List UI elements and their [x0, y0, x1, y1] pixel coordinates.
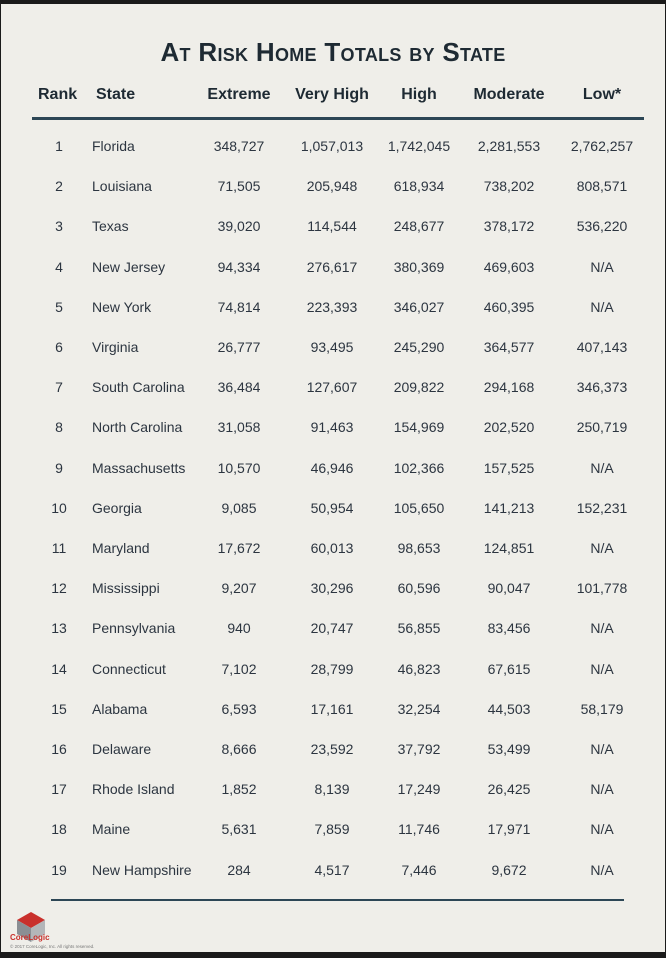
cell-moderate: 378,172 — [483, 218, 535, 235]
cell-rank: 8 — [55, 419, 63, 436]
cell-very-high: 20,747 — [310, 620, 354, 637]
table-row — [1, 218, 665, 238]
cell-rank: 16 — [51, 741, 67, 757]
footer-divider — [51, 899, 624, 901]
header-divider — [32, 117, 644, 120]
cell-moderate: 44,503 — [487, 700, 531, 717]
cell-extreme: 7,102 — [221, 660, 257, 677]
cell-very-high: 8,139 — [314, 781, 350, 798]
cell-low: N/A — [590, 741, 614, 757]
cell-low: 407,143 — [576, 339, 628, 355]
cell-state: Connecticut — [92, 660, 166, 677]
cell-low: N/A — [590, 459, 614, 476]
cell-extreme: 940 — [227, 620, 251, 637]
cell-extreme: 348,727 — [213, 138, 265, 154]
cell-state: Delaware — [92, 741, 152, 757]
cell-state: Mississippi — [92, 580, 160, 597]
cell-extreme: 71,505 — [217, 178, 261, 195]
cell-very-high: 30,296 — [310, 580, 354, 597]
cell-rank: 18 — [51, 821, 67, 838]
report-sheet — [1, 4, 665, 952]
cell-moderate: 9,672 — [491, 861, 527, 878]
cell-state: Virginia — [92, 339, 139, 355]
table-row — [1, 540, 665, 560]
table-row — [1, 580, 665, 600]
cell-extreme: 284 — [227, 861, 251, 878]
table-row — [1, 661, 665, 681]
cell-high: 46,823 — [397, 660, 441, 677]
cell-rank: 1 — [55, 138, 63, 154]
cell-very-high: 4,517 — [314, 861, 350, 878]
cell-moderate: 294,168 — [483, 379, 535, 396]
cell-extreme: 6,593 — [221, 700, 257, 717]
cell-high: 154,969 — [393, 419, 445, 436]
table-row — [1, 379, 665, 399]
logo-text: CoreLogic — [10, 933, 50, 942]
cell-state: Pennsylvania — [92, 620, 176, 637]
cell-rank: 11 — [51, 540, 67, 556]
header-rank: Rank — [38, 86, 78, 103]
table-row — [1, 500, 665, 520]
table-row — [1, 138, 665, 158]
cell-rank: 4 — [55, 258, 63, 275]
table-row — [1, 259, 665, 279]
cell-low: 536,220 — [576, 218, 628, 235]
cell-low: N/A — [590, 540, 614, 556]
cell-extreme: 9,207 — [221, 580, 257, 597]
copyright-text: © 2017 CoreLogic, Inc. All rights reserved. — [10, 944, 95, 949]
table-row — [1, 781, 665, 801]
table-row — [1, 299, 665, 319]
cell-low: N/A — [590, 258, 614, 275]
cell-moderate: 738,202 — [483, 178, 535, 195]
cell-moderate: 90,047 — [487, 580, 531, 597]
cell-high: 618,934 — [393, 178, 445, 195]
cell-rank: 17 — [51, 781, 67, 798]
cell-state: Maryland — [92, 540, 150, 556]
cell-extreme: 26,777 — [217, 339, 261, 355]
cell-high: 105,650 — [393, 499, 445, 516]
cell-very-high: 17,161 — [310, 700, 354, 717]
table-row — [1, 178, 665, 198]
cell-low: N/A — [590, 298, 614, 315]
cell-high: 245,290 — [393, 339, 445, 355]
cell-moderate: 53,499 — [487, 741, 531, 757]
header-low: Low* — [582, 86, 622, 103]
cell-very-high: 28,799 — [310, 660, 354, 677]
cell-rank: 5 — [55, 298, 63, 315]
cell-state: Georgia — [92, 499, 142, 516]
cell-extreme: 36,484 — [217, 379, 261, 396]
page-title: At Risk Home Totals by State — [160, 37, 506, 67]
cell-low: N/A — [590, 660, 614, 677]
cell-low: 808,571 — [576, 178, 628, 195]
cell-state: New Hampshire — [92, 861, 192, 878]
cell-very-high: 114,544 — [307, 218, 357, 235]
cell-extreme: 9,085 — [221, 499, 257, 516]
table-row — [1, 460, 665, 480]
cell-low: N/A — [590, 821, 614, 838]
cell-low: N/A — [590, 620, 614, 637]
cell-rank: 7 — [55, 379, 63, 396]
cell-state: South Carolina — [92, 379, 185, 396]
header-moderate: Moderate — [473, 86, 545, 103]
cell-low: N/A — [590, 861, 614, 878]
cell-extreme: 17,672 — [217, 540, 261, 556]
cell-high: 346,027 — [393, 298, 445, 315]
cell-very-high: 50,954 — [310, 499, 354, 516]
cell-state: Rhode Island — [92, 781, 175, 798]
cell-high: 32,254 — [397, 700, 441, 717]
cell-very-high: 91,463 — [310, 419, 354, 436]
cell-very-high: 60,013 — [310, 540, 354, 556]
cell-state: Maine — [92, 821, 131, 838]
cell-extreme: 10,570 — [217, 459, 261, 476]
cell-low: N/A — [590, 781, 614, 798]
cell-extreme: 74,814 — [217, 298, 261, 315]
cell-high: 56,855 — [397, 620, 441, 637]
cell-state: Alabama — [92, 700, 148, 717]
cell-rank: 9 — [55, 459, 63, 476]
cell-extreme: 31,058 — [217, 419, 261, 436]
cell-very-high: 127,607 — [306, 379, 358, 396]
cell-very-high: 93,495 — [310, 339, 354, 355]
table-row — [1, 701, 665, 721]
table-row — [1, 620, 665, 640]
cell-high: 209,822 — [393, 379, 445, 396]
cell-state: Texas — [92, 218, 129, 235]
cell-rank: 6 — [55, 339, 63, 355]
cell-moderate: 17,971 — [487, 821, 531, 838]
cell-moderate: 202,520 — [483, 419, 535, 436]
cell-high: 102,366 — [393, 459, 445, 476]
cell-state: New York — [92, 298, 152, 315]
cell-high: 60,596 — [397, 580, 441, 597]
cell-very-high: 23,592 — [310, 741, 354, 757]
cell-rank: 2 — [55, 178, 63, 195]
cell-moderate: 469,603 — [483, 258, 535, 275]
cell-moderate: 364,577 — [483, 339, 535, 355]
cell-high: 11,746 — [398, 821, 440, 838]
cell-very-high: 1,057,013 — [300, 138, 364, 154]
cell-very-high: 46,946 — [310, 459, 354, 476]
cell-low: 250,719 — [576, 419, 628, 436]
cell-moderate: 460,395 — [483, 298, 535, 315]
cell-moderate: 2,281,553 — [477, 138, 541, 154]
cell-state: Florida — [92, 138, 135, 154]
cell-high: 17,249 — [397, 781, 441, 798]
cell-moderate: 83,456 — [487, 620, 531, 637]
cell-low: 346,373 — [576, 379, 628, 396]
cell-high: 7,446 — [401, 861, 437, 878]
cell-moderate: 141,213 — [483, 499, 535, 516]
header-very-high: Very High — [295, 86, 369, 103]
cell-state: North Carolina — [92, 419, 183, 436]
cell-state: New Jersey — [92, 258, 166, 275]
cell-rank: 10 — [51, 499, 67, 516]
cell-high: 37,792 — [397, 741, 441, 757]
cell-extreme: 5,631 — [221, 821, 257, 838]
cell-state: Massachusetts — [92, 459, 186, 476]
header-high: High — [401, 86, 437, 103]
cell-extreme: 8,666 — [221, 741, 257, 757]
header-extreme: Extreme — [207, 86, 271, 103]
cell-very-high: 7,859 — [314, 821, 350, 838]
table-row — [1, 821, 665, 841]
table-row — [1, 339, 665, 359]
cell-extreme: 1,852 — [221, 781, 257, 798]
cell-rank: 19 — [51, 861, 67, 878]
table-row — [1, 741, 665, 761]
cell-low: 152,231 — [576, 499, 628, 516]
cell-rank: 15 — [51, 700, 67, 717]
header-state: State — [96, 86, 136, 103]
cell-very-high: 205,948 — [306, 178, 358, 195]
cell-moderate: 26,425 — [487, 781, 531, 798]
cell-moderate: 157,525 — [483, 459, 535, 476]
cell-low: 101,778 — [576, 580, 628, 597]
table-row — [1, 862, 665, 882]
cell-rank: 13 — [51, 620, 67, 637]
cell-very-high: 276,617 — [306, 258, 358, 275]
cell-rank: 14 — [51, 660, 67, 677]
cell-rank: 12 — [51, 580, 67, 597]
table-row — [1, 419, 665, 439]
cell-extreme: 94,334 — [217, 258, 261, 275]
cell-rank: 3 — [55, 218, 63, 235]
cell-moderate: 67,615 — [487, 660, 531, 677]
cell-low: 58,179 — [580, 700, 624, 717]
cell-high: 1,742,045 — [387, 138, 451, 154]
cell-state: Louisiana — [92, 178, 152, 195]
cell-high: 380,369 — [393, 258, 445, 275]
cell-extreme: 39,020 — [217, 218, 261, 235]
cell-high: 248,677 — [393, 218, 445, 235]
cell-moderate: 124,851 — [483, 540, 535, 556]
cell-high: 98,653 — [397, 540, 441, 556]
cell-low: 2,762,257 — [570, 138, 634, 154]
cell-very-high: 223,393 — [306, 298, 358, 315]
